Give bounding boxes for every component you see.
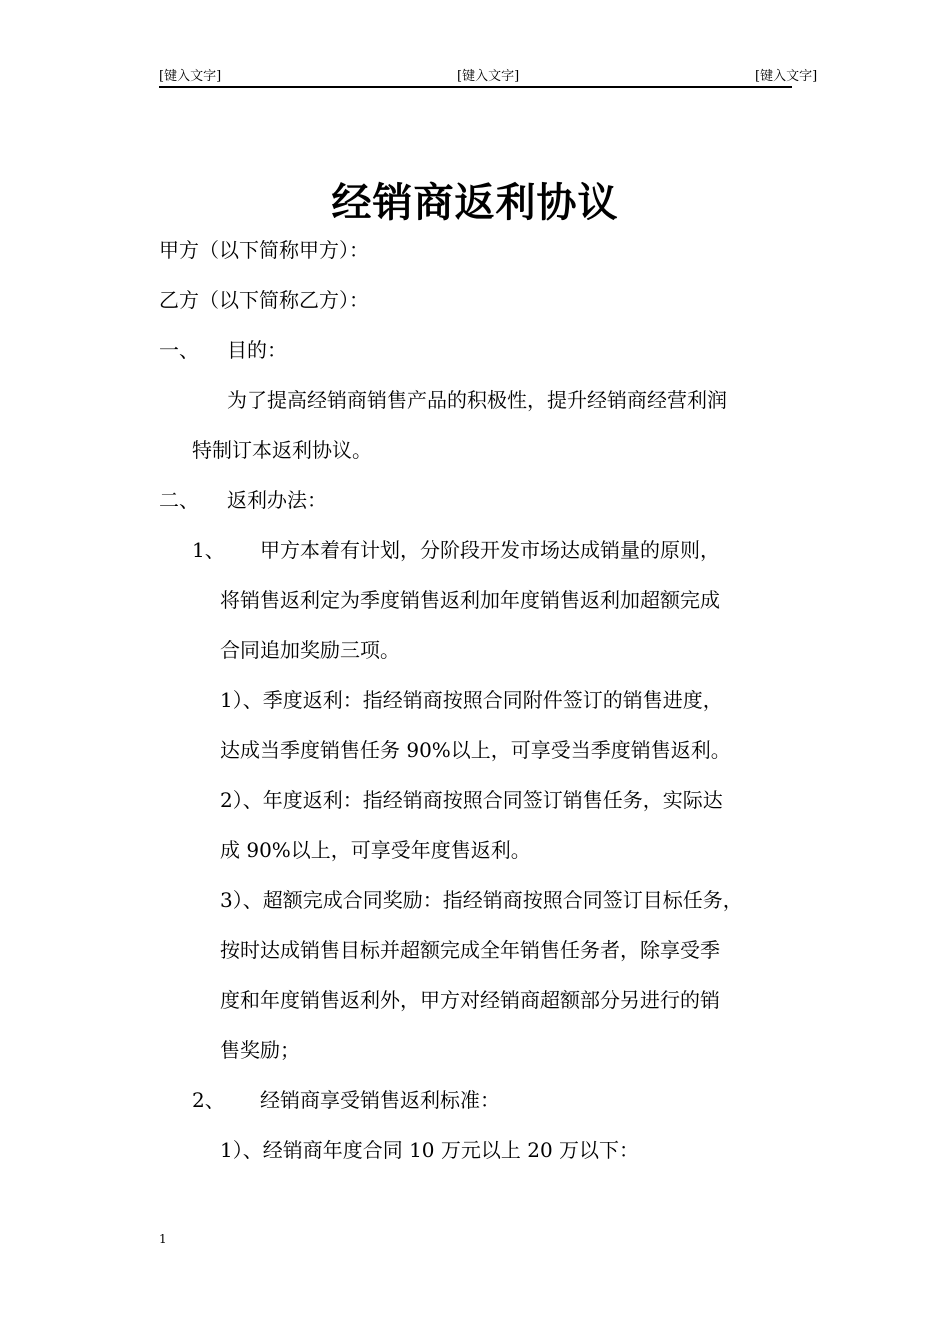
header-right: [键入文字] [755,69,818,84]
item-1-text-line: 甲方本着有计划，分阶段开发市场达成销量的原则， [260,538,720,562]
section-1-number: 一、 [159,338,199,362]
header-left: [键入文字] [159,69,222,84]
section-1-paragraph-line: 特制订本返利协议。 [192,438,372,462]
header-center: [键入文字] [457,69,520,84]
section-1-paragraph-line: 为了提高经销商销售产品的积极性，提升经销商经营利润 [227,388,727,412]
item-1-text-line: 合同追加奖励三项。 [220,638,400,662]
header-rule [159,86,792,88]
quarterly-rebate-line: 1）、季度返利：指经销商按照合同附件签订的销售进度， [220,688,723,712]
section-1-title: 目的： [227,338,287,362]
party-a-line: 甲方（以下简称甲方）： [159,238,369,262]
annual-rebate-line: 成 90%以上，可享受年度售返利。 [220,838,531,862]
item-2-number: 2、 [192,1088,225,1112]
quarterly-rebate-line: 达成当季度销售任务 90%以上，可享受当季度销售返利。 [220,738,731,762]
section-2-number: 二、 [159,488,199,512]
item-1-number: 1、 [192,538,225,562]
excess-reward-line: 按时达成销售目标并超额完成全年销售任务者，除享受季 [220,938,720,962]
party-b-line: 乙方（以下简称乙方）： [159,288,369,312]
document-title: 经销商返利协议 [331,179,619,226]
rebate-tier-line: 1）、经销商年度合同 10 万元以上 20 万以下： [220,1138,640,1162]
excess-reward-line: 3）、超额完成合同奖励：指经销商按照合同签订目标任务， [220,888,743,912]
excess-reward-line: 售奖励； [220,1038,300,1062]
item-2-title: 经销商享受销售返利标准： [260,1088,500,1112]
item-1-text-line: 将销售返利定为季度销售返利加年度销售返利加超额完成 [220,588,720,612]
excess-reward-line: 度和年度销售返利外，甲方对经销商超额部分另进行的销 [220,988,720,1012]
section-2-title: 返利办法： [227,488,327,512]
annual-rebate-line: 2）、年度返利：指经销商按照合同签订销售任务，实际达 [220,788,723,812]
page-number: 1 [159,1232,167,1246]
